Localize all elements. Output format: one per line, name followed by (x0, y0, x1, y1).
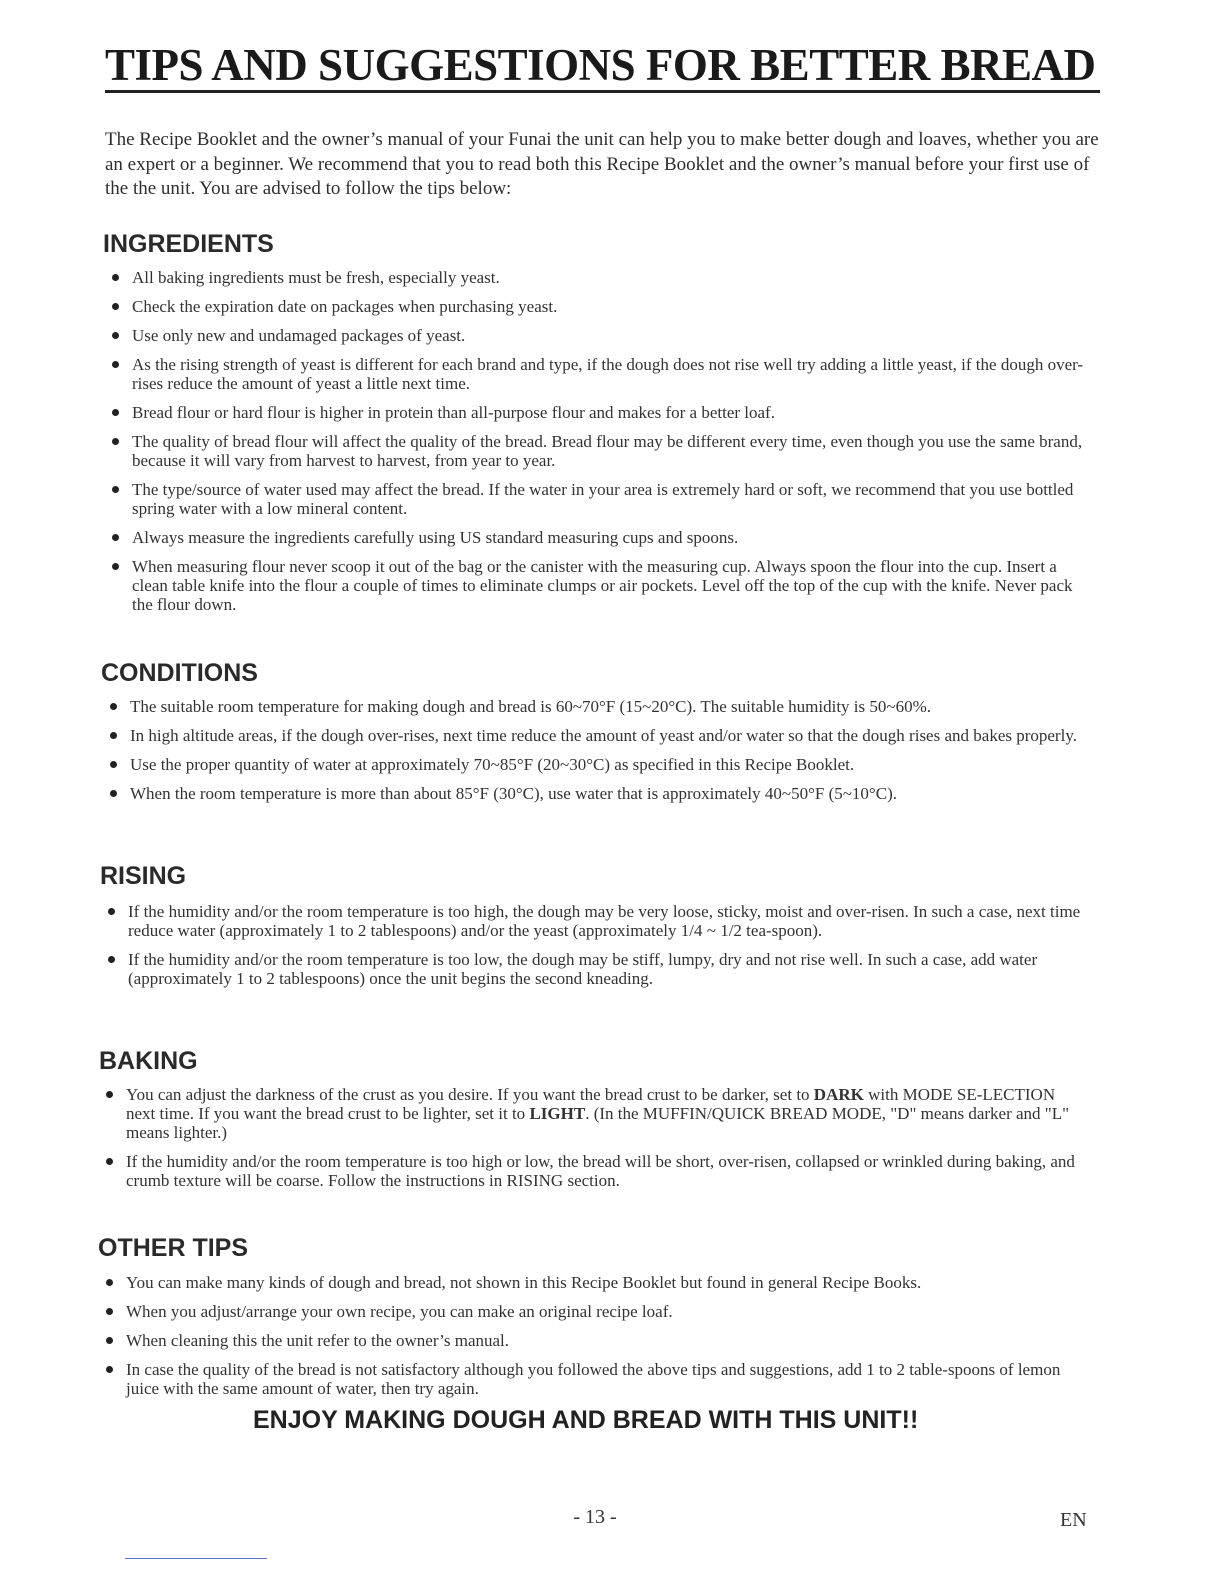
list-item (104, 1360, 1089, 1398)
bullet-icon (108, 956, 115, 963)
bullet-icon (112, 274, 119, 281)
list-item-text: The quality of bread flour will affect the quality of the bread. Bread flour may be different every time, even though you use the same brand, because it will vary from harvest to harvest, from year to year. (132, 432, 1083, 470)
list-item-text: Check the expiration date on packages when purchasing yeast. (132, 297, 558, 316)
list-item-text: The suitable room temperature for making dough and bread is 60~70°F (15~20°C). The suitable humidity is 50~60%. (130, 697, 932, 716)
list-item-text: When the room temperature is more than about 85°F (30°C), use water that is approximately 40~50°F (5~10°C). (130, 784, 897, 803)
ingredients-list (110, 268, 1085, 624)
baking-heading: BAKING (99, 1047, 198, 1075)
bullet-icon (110, 790, 117, 797)
bullet-icon (106, 1091, 113, 1098)
list-item (110, 326, 1085, 345)
bullet-icon (112, 303, 119, 310)
bullet-icon (112, 409, 119, 416)
list-item-text: When you adjust/arrange your own recipe, you can make an original recipe loaf. (126, 1302, 673, 1321)
bullet-icon (110, 761, 117, 768)
bullet-icon (112, 534, 119, 541)
list-item-text: Use only new and undamaged packages of yeast. (132, 326, 466, 345)
bullet-icon (110, 703, 117, 710)
title-underline (105, 90, 1100, 93)
list-item (110, 268, 1085, 287)
bullet-icon (112, 486, 119, 493)
list-item (110, 403, 1085, 422)
list-item-text: If the humidity and/or the room temperature is too low, the dough may be stiff, lumpy, dry and not rise well. In such a case, add water (approximately 1 to 2 tablespoons) once the unit begins the second kneading. (128, 950, 1038, 988)
list-item-text: Bread flour or hard flour is higher in protein than all-purpose flour and makes for a better loaf. (132, 403, 775, 422)
list-item (108, 697, 1083, 716)
conditions-heading: CONDITIONS (101, 659, 258, 687)
list-item (106, 950, 1081, 988)
page-number: - 13 - (573, 1506, 617, 1528)
footer-divider (125, 1558, 267, 1559)
list-item-text: As the rising strength of yeast is different for each brand and type, if the dough does not rise well try adding a little yeast, if the dough over-rises reduce the amount of yeast a little next time. (132, 355, 1084, 393)
list-item (110, 557, 1085, 614)
list-item-text: When measuring flour never scoop it out of the bag or the canister with the measuring cup. Always spoon the flour into the cup. Insert a clean table knife into the flour a couple of times to eliminate clumps or air pockets. Level off the top of the cup with the knife. Never pack the flour down. (132, 557, 1073, 614)
list-item (104, 1331, 1089, 1350)
bullet-icon (112, 332, 119, 339)
list-item (104, 1302, 1089, 1321)
dark-setting: DARK (813, 1085, 864, 1104)
rising-list (106, 902, 1081, 998)
bullet-icon (110, 732, 117, 739)
intro-paragraph: The Recipe Booklet and the owner’s manual of your Funai the unit can help you to make better dough and loaves, whether you are an expert or a beginner. We recommend that you to read both this Recipe Booklet and the owner’s manual before your first use of the the unit. You are advised to follow the tips below: (105, 129, 1099, 199)
bullet-icon (106, 1337, 113, 1344)
bullet-icon (106, 1158, 113, 1165)
list-item-text: In high altitude areas, if the dough over-rises, next time reduce the amount of yeast and/or water so that the dough rises and bakes properly. (130, 726, 1077, 745)
bullet-icon (108, 908, 115, 915)
list-item-text: In case the quality of the bread is not satisfactory although you followed the above tips and suggestions, add 1 to 2 table-spoons of lemon juice with the same amount of water, then try again. (126, 1360, 1061, 1398)
list-item-text: Always measure the ingredients carefully using US standard measuring cups and spoons. (132, 528, 739, 547)
closing-message: ENJOY MAKING DOUGH AND BREAD WITH THIS UNIT!! (253, 1406, 919, 1434)
bullet-icon (106, 1308, 113, 1315)
list-item-text: You can make many kinds of dough and bread, not shown in this Recipe Booklet but found in general Recipe Books. (126, 1273, 922, 1292)
list-item (110, 297, 1085, 316)
bullet-icon (112, 438, 119, 445)
list-item-text: All baking ingredients must be fresh, especially yeast. (132, 268, 500, 287)
list-item-text: You can adjust the darkness of the crust as you desire. If you want the bread crust to be darker, set to DARK with MODE SE-LECTION next time. If you want the bread crust to be lighter, set it to LIGHT. (In the MUFFIN/QUICK BREAD MODE, "D" means darker and "L" means lighter.) (126, 1085, 1070, 1142)
bullet-icon (106, 1279, 113, 1286)
list-item (104, 1273, 1089, 1292)
page-title: TIPS AND SUGGESTIONS FOR BETTER BREAD (105, 40, 1096, 90)
list-item (104, 1085, 1084, 1142)
list-item (108, 755, 1083, 774)
conditions-list (108, 697, 1083, 813)
list-item-text: The type/source of water used may affect the bread. If the water in your area is extremely hard or soft, we recommend that you use bottled spring water with a low mineral content. (132, 480, 1074, 518)
list-item (110, 355, 1085, 393)
bullet-icon (112, 563, 119, 570)
other-tips-heading: OTHER TIPS (98, 1234, 249, 1262)
light-setting: LIGHT (529, 1104, 586, 1123)
list-item (110, 432, 1085, 470)
list-item-text: When cleaning this the unit refer to the owner’s manual. (126, 1331, 510, 1350)
list-item (106, 902, 1081, 940)
rising-heading: RISING (100, 862, 187, 890)
list-item (110, 480, 1085, 518)
bullet-icon (112, 361, 119, 368)
other-tips-list (104, 1273, 1089, 1408)
baking-list (104, 1085, 1084, 1200)
ingredients-heading: INGREDIENTS (103, 230, 274, 258)
bullet-icon (106, 1366, 113, 1373)
language-code: EN (1060, 1509, 1087, 1531)
list-item (110, 528, 1085, 547)
list-item-text: If the humidity and/or the room temperature is too high, the dough may be very loose, sticky, moist and over-risen. In such a case, next time reduce water (approximately 1 to 2 tablespoons) and/or the yeast (approximately 1/4 ~ 1/2 tea-spoon). (128, 902, 1081, 940)
list-item (108, 784, 1083, 803)
list-item-text: Use the proper quantity of water at approximately 70~85°F (20~30°C) as specified in this Recipe Booklet. (130, 755, 855, 774)
list-item-text: If the humidity and/or the room temperature is too high or low, the bread will be short, over-risen, collapsed or wrinkled during baking, and crumb texture will be coarse. Follow the instructions in RISING section. (126, 1152, 1075, 1190)
list-item (104, 1152, 1084, 1190)
list-item (108, 726, 1083, 745)
